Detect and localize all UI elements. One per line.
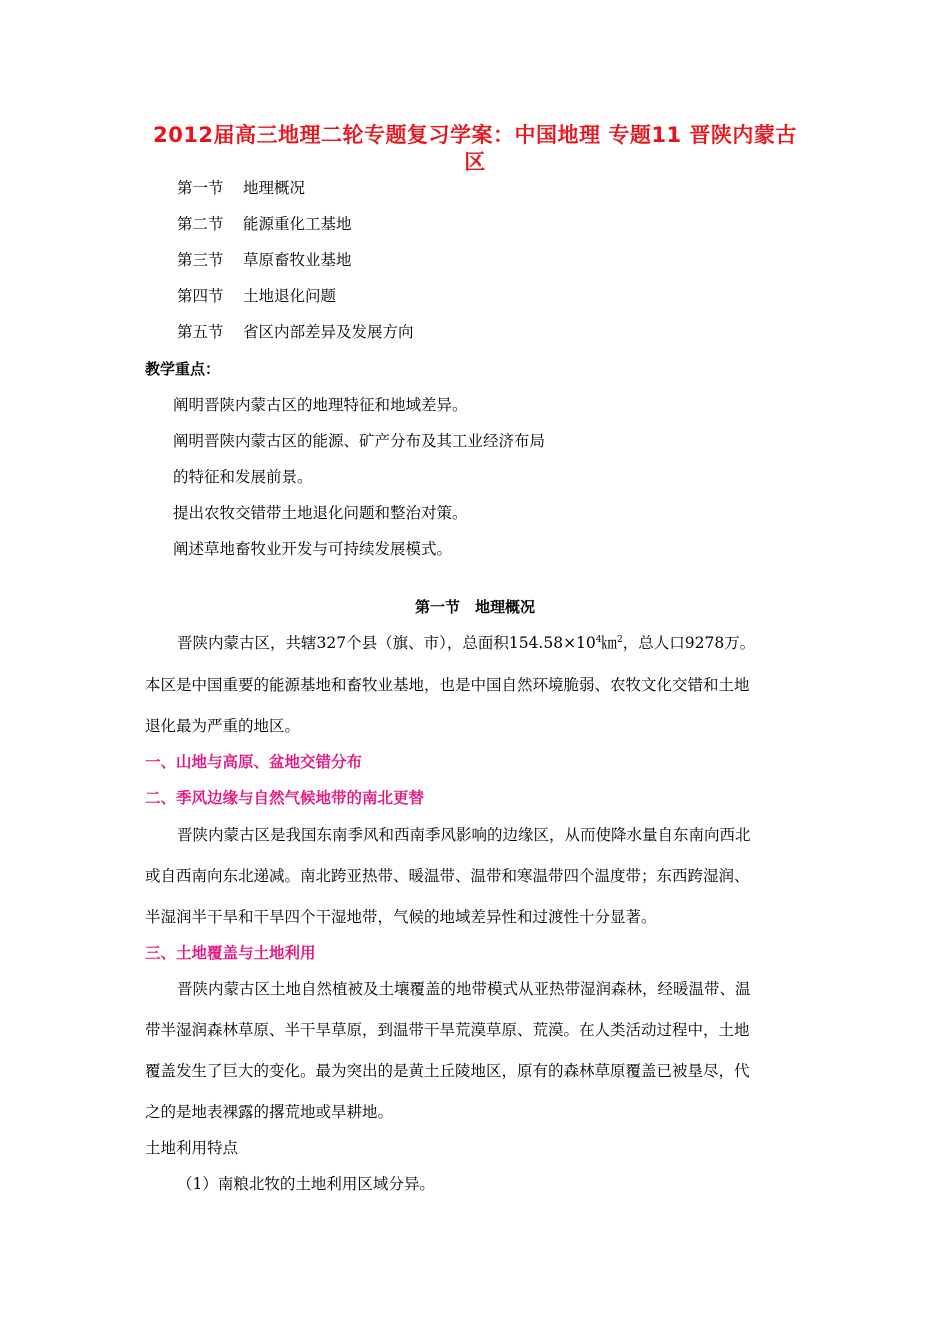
key-point-1: 阐明晋陕内蒙古区的地理特征和地域差异。 xyxy=(173,396,468,414)
toc-item-5 xyxy=(177,322,414,342)
toc-item-3 xyxy=(177,250,352,270)
intro-line-2: 本区是中国重要的能源基地和畜牧业基地，也是中国自然环境脆弱、农牧文化交错和土地 xyxy=(145,676,750,694)
key-points-heading: 教学重点： xyxy=(145,360,221,378)
para3-line-2: 带半湿润森林草原、半干旱草原，到温带干旱荒漠草原、荒漠。在人类活动过程中，土地 xyxy=(145,1021,750,1039)
subheading-2: 二、季风边缘与自然气候地带的南北更替 xyxy=(145,789,425,807)
intro-line-1 xyxy=(177,633,755,653)
intro-superscript-2: 2 xyxy=(617,634,623,645)
title-line-2: 区 xyxy=(464,150,486,174)
key-point-2-continued: 的特征和发展前景。 xyxy=(173,468,313,486)
toc-item-number: 第二节 xyxy=(177,215,224,233)
intro-text-a: 晋陕内蒙古区，共辖327个县（旗、市），总面积154.58×10 xyxy=(177,634,596,652)
para3-line-1: 晋陕内蒙古区土地自然植被及土壤覆盖的地带模式从亚热带湿润森林，经暖温带、温 xyxy=(177,980,751,998)
intro-text-c: ，总人口9278万。 xyxy=(622,634,756,652)
key-point-3: 提出农牧交错带土地退化问题和整治对策。 xyxy=(173,504,468,522)
toc-item-number: 第四节 xyxy=(177,287,224,305)
land-use-label: 土地利用特点 xyxy=(145,1139,239,1157)
para3-line-3: 覆盖发生了巨大的变化。最为突出的是黄土丘陵地区，原有的森林草原覆盖已被垦尽，代 xyxy=(145,1062,750,1080)
para2-line-2: 或自西南向东北递减。南北跨亚热带、暖温带、温带和寒温带四个温度带；东西跨湿润、 xyxy=(145,867,750,885)
para2-line-3: 半湿润半干旱和干旱四个干湿地带，气候的地域差异性和过渡性十分显著。 xyxy=(145,908,657,926)
subheading-1: 一、山地与高原、盆地交错分布 xyxy=(145,753,363,771)
document-title xyxy=(140,122,810,176)
title-line-1: 2012届高三地理二轮专题复习学案：中国地理 专题11 晋陕内蒙古 xyxy=(153,123,797,147)
para3-line-4: 之的是地表裸露的撂荒地或旱耕地。 xyxy=(145,1103,394,1121)
para2-line-1: 晋陕内蒙古区是我国东南季风和西南季风影响的边缘区，从而使降水量自东南向西北 xyxy=(177,826,751,844)
toc-item-1 xyxy=(177,178,305,198)
section-heading: 第一节 地理概况 xyxy=(414,598,535,616)
toc-item-4 xyxy=(177,286,336,306)
intro-line-3: 退化最为严重的地区。 xyxy=(145,717,301,735)
intro-superscript: 4 xyxy=(595,634,602,645)
toc-item-label: 草原畜牧业基地 xyxy=(243,251,352,269)
toc-item-label: 省区内部差异及发展方向 xyxy=(243,323,414,341)
land-use-item-1: （1）南粮北牧的土地利用区域分异。 xyxy=(177,1175,435,1193)
toc-item-label: 地理概况 xyxy=(243,179,306,197)
toc-item-label: 土地退化问题 xyxy=(243,287,337,305)
toc-item-number: 第一节 xyxy=(177,179,224,197)
intro-unit: ㎞ xyxy=(601,634,618,652)
key-point-2: 阐明晋陕内蒙古区的能源、矿产分布及其工业经济布局 xyxy=(173,432,546,450)
toc-item-2 xyxy=(177,214,352,234)
toc-item-number: 第五节 xyxy=(177,323,224,341)
subheading-3: 三、土地覆盖与土地利用 xyxy=(145,944,316,962)
key-point-4: 阐述草地畜牧业开发与可持续发展模式。 xyxy=(173,540,453,558)
toc-item-number: 第三节 xyxy=(177,251,224,269)
toc-item-label: 能源重化工基地 xyxy=(243,215,352,233)
